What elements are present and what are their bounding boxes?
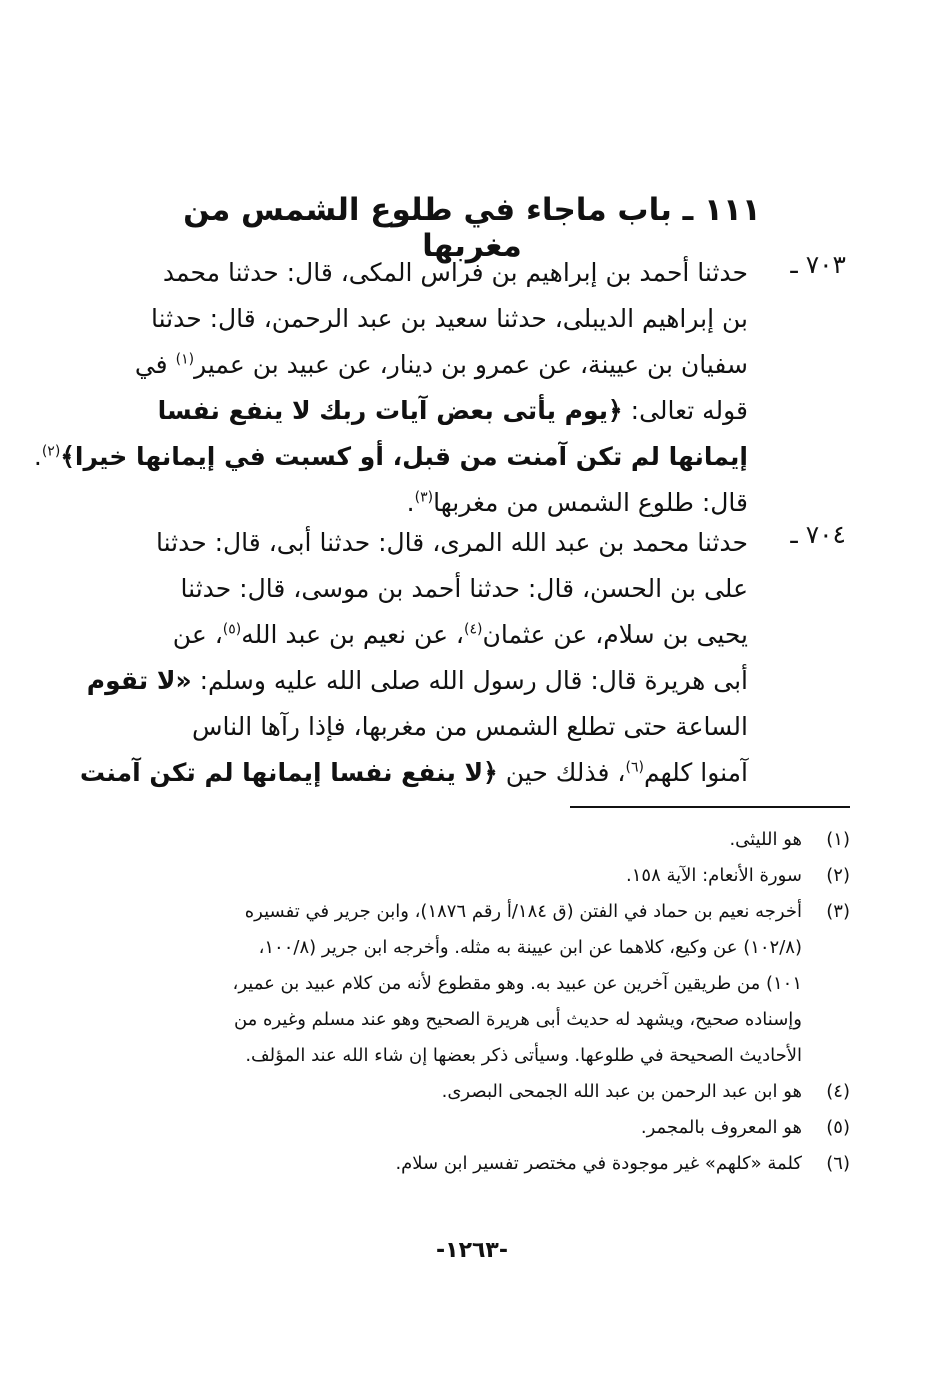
footnote-ref: (٣) — [414, 489, 434, 506]
quran-quote: إيمانها لم تكن آمنت من قبل، أو كسبت في إيمانها خيرا﴾ — [60, 442, 748, 471]
text-line — [86, 388, 748, 434]
text-segment: آمنوا كلهم — [643, 758, 748, 787]
text-line — [86, 658, 748, 704]
hadith-704 — [79, 520, 846, 796]
text-line: حدثنا أحمد بن إبراهيم بن فراس المكى، قال: حدثنا محمد — [162, 258, 748, 287]
footnote — [90, 894, 850, 1074]
text-segment: أبى هريرة قال: قال رسول الله صلى الله عليه وسلم: — [191, 666, 748, 695]
text-line — [86, 342, 748, 388]
page-number: -١٢٦٣- — [436, 1238, 508, 1263]
footnote-text: هو ابن عبد الرحمن بن عبد الله الجمحى البصرى. — [441, 1081, 802, 1102]
footnote-number: (١) — [826, 829, 850, 850]
chapter-title: ١١١ ـ باب ماجاء في طلوع الشمس من مغربها — [183, 192, 761, 264]
footnote-text — [90, 894, 802, 1074]
footnote-number: (٦) — [826, 1153, 850, 1174]
footnote-number: (٣) — [826, 901, 850, 922]
footnote-ref: (٥) — [222, 621, 242, 638]
footnotes — [90, 822, 850, 1182]
hadith-703 — [33, 250, 846, 526]
footnote — [90, 1110, 850, 1146]
footnote-ref: (٢) — [41, 443, 61, 460]
text-line: على بن الحسن، قال: حدثنا أحمد بن موسى، قال: حدثنا — [180, 574, 748, 603]
text-segment: في — [134, 350, 176, 379]
footnote-text: كلمة «كلهم» غير موجودة في مختصر تفسير ابن سلام. — [395, 1153, 802, 1174]
hadith-number: ٧٠٤ ـ — [790, 520, 846, 549]
footnote — [90, 1074, 850, 1110]
footnote-text: هو الليثى. — [729, 829, 802, 850]
text-segment: يحيى بن سلام، عن عثمان — [482, 620, 748, 649]
footnote-line: (١٠٢/٨) عن وكيع، كلاهما عن ابن عيينة به مثله. وأخرجه ابن جرير (١٠٠/٨، — [258, 937, 802, 958]
hadith-text — [33, 250, 748, 526]
text-line: بن إبراهيم الديبلى، حدثنا سعيد بن عبد الرحمن، قال: حدثنا — [150, 304, 748, 333]
text-segment: . — [33, 442, 42, 471]
footnote-ref: (٦) — [625, 759, 644, 776]
footnote-line: أخرجه نعيم بن حماد في الفتن (ق ١٨٤/أ رقم ١٨٧٦)، وابن جرير في تفسيره — [244, 901, 802, 922]
text-segment: قال: طلوع الشمس من مغربها — [433, 488, 748, 517]
text-line — [86, 612, 748, 658]
hadith-text — [79, 520, 748, 796]
footnote-number: (٥) — [826, 1117, 850, 1138]
text-line: الساعة حتى تطلع الشمس من مغربها، فإذا رآها الناس — [192, 712, 748, 741]
text-line — [33, 434, 748, 480]
footnote — [90, 1146, 850, 1182]
footnote-number: (٤) — [826, 1081, 850, 1102]
text-segment: سفيان بن عيينة، عن عمرو بن دينار، عن عبيد بن عمير — [194, 350, 748, 379]
text-segment: . — [406, 488, 415, 517]
text-line — [79, 750, 748, 796]
footnote-line: ١٠١) من طريقين آخرين عن عبيد به. وهو مقطوع لأنه من كلام عبيد بن عمير، — [232, 973, 802, 994]
text-segment: ، عن — [172, 620, 223, 649]
quran-quote: ﴿يوم يأتى بعض آيات ربك لا ينفع نفسا — [157, 396, 623, 425]
footnote-separator — [570, 806, 850, 808]
footnote-line: وإسناده صحيح، ويشهد له حديث أبى هريرة الصحيح وهو عند مسلم وغيره من — [233, 1009, 802, 1030]
quran-quote: ﴿لا ينفع نفسا إيمانها لم تكن آمنت — [79, 758, 498, 787]
hadith-quote: «لا تقوم — [86, 666, 192, 695]
text-segment: قوله تعالى: — [622, 396, 748, 425]
footnote-text: سورة الأنعام: الآية ١٥٨. — [626, 865, 802, 886]
hadith-number: ٧٠٣ ـ — [790, 250, 846, 279]
footnote-line: الأحاديث الصحيحة في طلوعها. وسيأتى ذكر بعضها إن شاء الله عند المؤلف. — [245, 1045, 802, 1066]
text-segment: ، فذلك حين — [497, 758, 626, 787]
footnote-ref: (١) — [175, 351, 195, 368]
text-line: حدثنا محمد بن عبد الله المرى، قال: حدثنا أبى، قال: حدثنا — [155, 528, 748, 557]
footnote-text: هو المعروف بالمجمر. — [640, 1117, 802, 1138]
footnote-number: (٢) — [826, 865, 850, 886]
footnote — [90, 858, 850, 894]
text-segment: ، عن نعيم بن عبد الله — [241, 620, 465, 649]
footnote-ref: (٤) — [464, 621, 483, 638]
footnote — [90, 822, 850, 858]
